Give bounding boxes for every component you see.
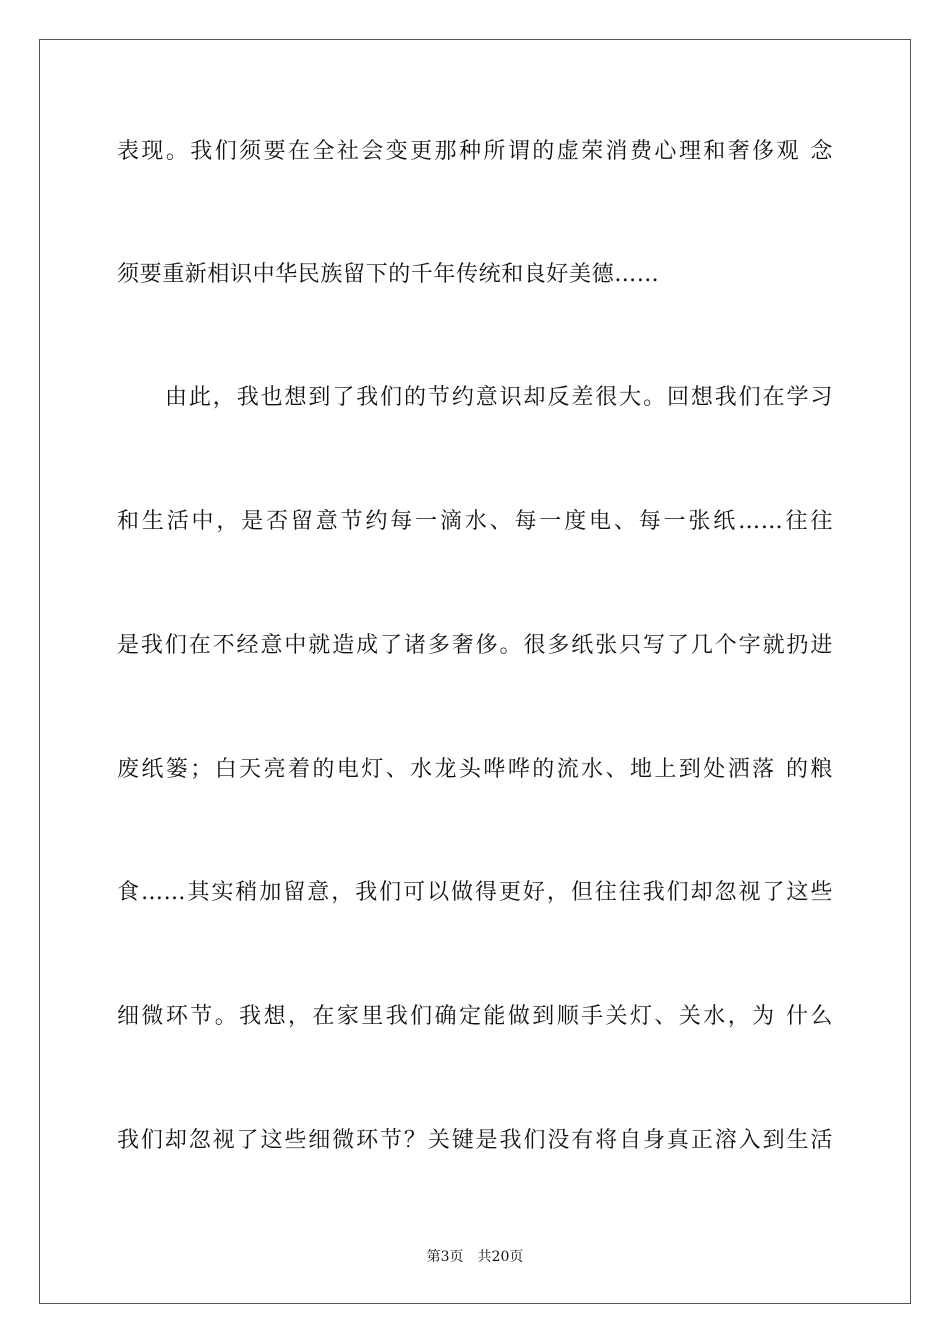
- current-page-number: 第3页: [426, 1249, 464, 1265]
- page-footer: [0, 1247, 950, 1267]
- paragraph-line: 和生活中，是否留意节约每一滴水、每一度电、每一张纸……往往: [117, 509, 833, 534]
- paragraph-line: 表现。我们须要在全社会变更那种所谓的虚荣消费心理和奢侈观 念: [117, 139, 833, 164]
- paragraph-line: 是我们在不经意中就造成了诸多奢侈。很多纸张只写了几个字就扔进: [117, 633, 833, 658]
- total-page-count: 共20页: [477, 1249, 524, 1265]
- paragraph-line: 我们却忽视了这些细微环节？关键是我们没有将自身真正溶入到生活: [117, 1128, 833, 1153]
- paragraph-line: 细微环节。我想，在家里我们确定能做到顺手关灯、关水，为 什么: [117, 1004, 833, 1029]
- paragraph-line: 由此，我也想到了我们的节约意识却反差很大。回想我们在学习: [165, 385, 833, 410]
- paragraph-line: 须要重新相识中华民族留下的千年传统和良好美德……: [117, 262, 660, 287]
- paragraph-line: 废纸篓；白天亮着的电灯、水龙头哗哗的流水、地上到处洒落 的粮: [117, 757, 833, 782]
- page-border: [39, 39, 911, 1304]
- paragraph-line: 食……其实稍加留意，我们可以做得更好，但往往我们却忽视了这些: [117, 880, 833, 905]
